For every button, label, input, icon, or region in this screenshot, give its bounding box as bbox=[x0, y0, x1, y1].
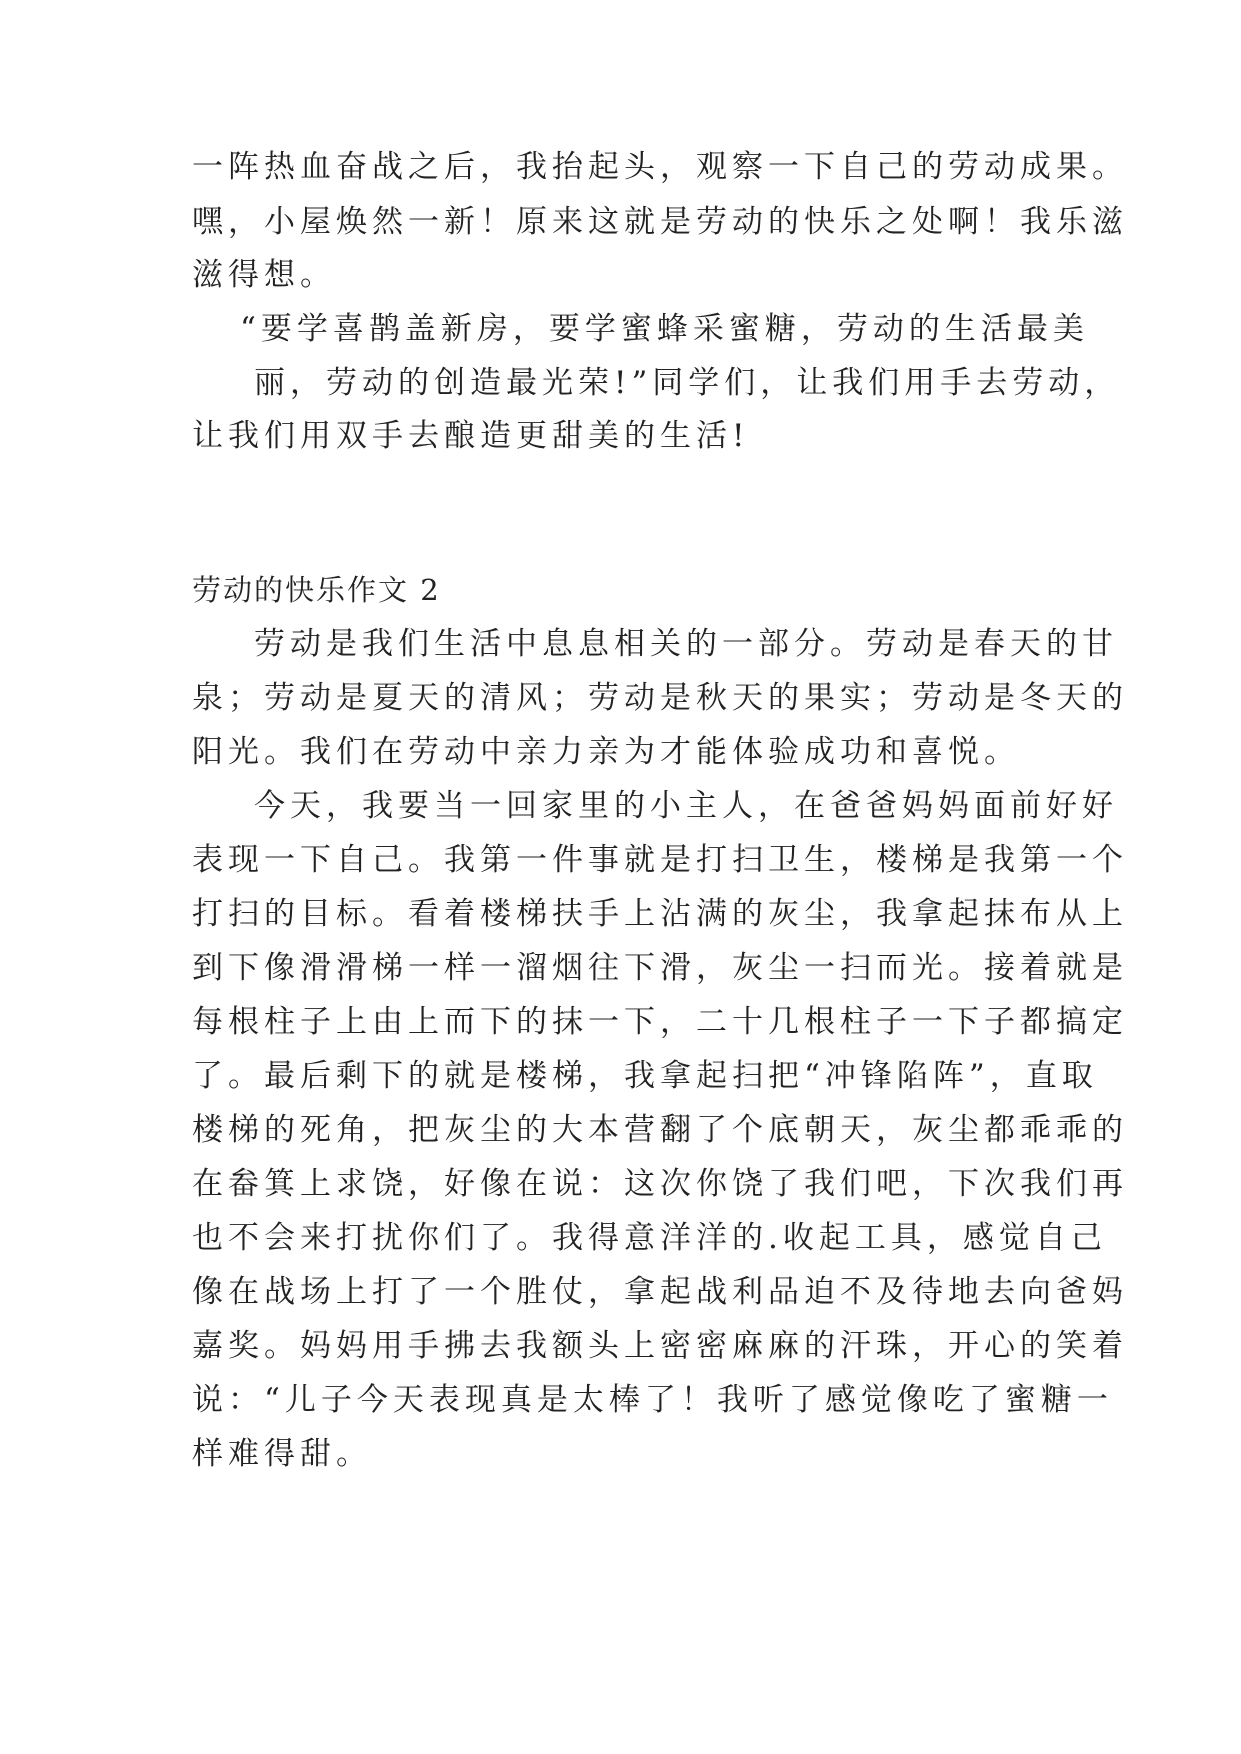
paragraph-line: 在畚箕上求饶，好像在说：这次你饶了我们吧，下次我们再 bbox=[192, 1166, 1128, 1202]
paragraph-line: 滋得想。 bbox=[192, 257, 336, 293]
section-title: 劳动的快乐作文 2 bbox=[192, 573, 441, 607]
paragraph-line: 说：“儿子今天表现真是太棒了！我听了感觉像吃了蜜糖一 bbox=[192, 1382, 1113, 1418]
paragraph-line: 了。最后剩下的就是楼梯，我拿起扫把“冲锋陷阵”，直取 bbox=[192, 1058, 1098, 1094]
paragraph-line: 也不会来打扰你们了。我得意洋洋的.收起工具，感觉自己 bbox=[192, 1220, 1107, 1256]
paragraph-line: 每根柱子上由上而下的抹一下，二十几根柱子一下子都搞定 bbox=[192, 1004, 1128, 1040]
paragraph-line: 一阵热血奋战之后，我抬起头，观察一下自己的劳动成果。 bbox=[192, 149, 1128, 185]
paragraph-line: 让我们用双手去酿造更甜美的生活! bbox=[192, 418, 750, 454]
paragraph-line: 到下像滑滑梯一样一溜烟往下滑，灰尘一扫而光。接着就是 bbox=[192, 950, 1128, 986]
quote-line: 丽，劳动的创造最光荣!”同学们，让我们用手去劳动， bbox=[254, 365, 1121, 401]
paragraph-line: 阳光。我们在劳动中亲力亲为才能体验成功和喜悦。 bbox=[192, 734, 1020, 770]
quote-line: “要学喜鹊盖新房，要学蜜蜂采蜜糖，劳动的生活最美 bbox=[240, 311, 1089, 347]
paragraph-line: 打扫的目标。看着楼梯扶手上沾满的灰尘，我拿起抹布从上 bbox=[192, 896, 1128, 932]
paragraph-line: 嘉奖。妈妈用手拂去我额头上密密麻麻的汗珠，开心的笑着 bbox=[192, 1328, 1128, 1364]
paragraph-line: 泉；劳动是夏天的清风；劳动是秋天的果实；劳动是冬天的 bbox=[192, 680, 1128, 716]
paragraph-line: 表现一下自己。我第一件事就是打扫卫生，楼梯是我第一个 bbox=[192, 842, 1128, 878]
paragraph-line: 像在战场上打了一个胜仗，拿起战利品迫不及待地去向爸妈 bbox=[192, 1274, 1128, 1310]
paragraph-line: 嘿，小屋焕然一新！原来这就是劳动的快乐之处啊！我乐滋 bbox=[192, 204, 1128, 240]
paragraph-line: 样难得甜。 bbox=[192, 1436, 372, 1472]
paragraph-line: 今天，我要当一回家里的小主人，在爸爸妈妈面前好好 bbox=[254, 788, 1118, 824]
paragraph-line: 劳动是我们生活中息息相关的一部分。劳动是春天的甘 bbox=[254, 626, 1118, 662]
paragraph-line: 楼梯的死角，把灰尘的大本营翻了个底朝天，灰尘都乖乖的 bbox=[192, 1112, 1128, 1148]
